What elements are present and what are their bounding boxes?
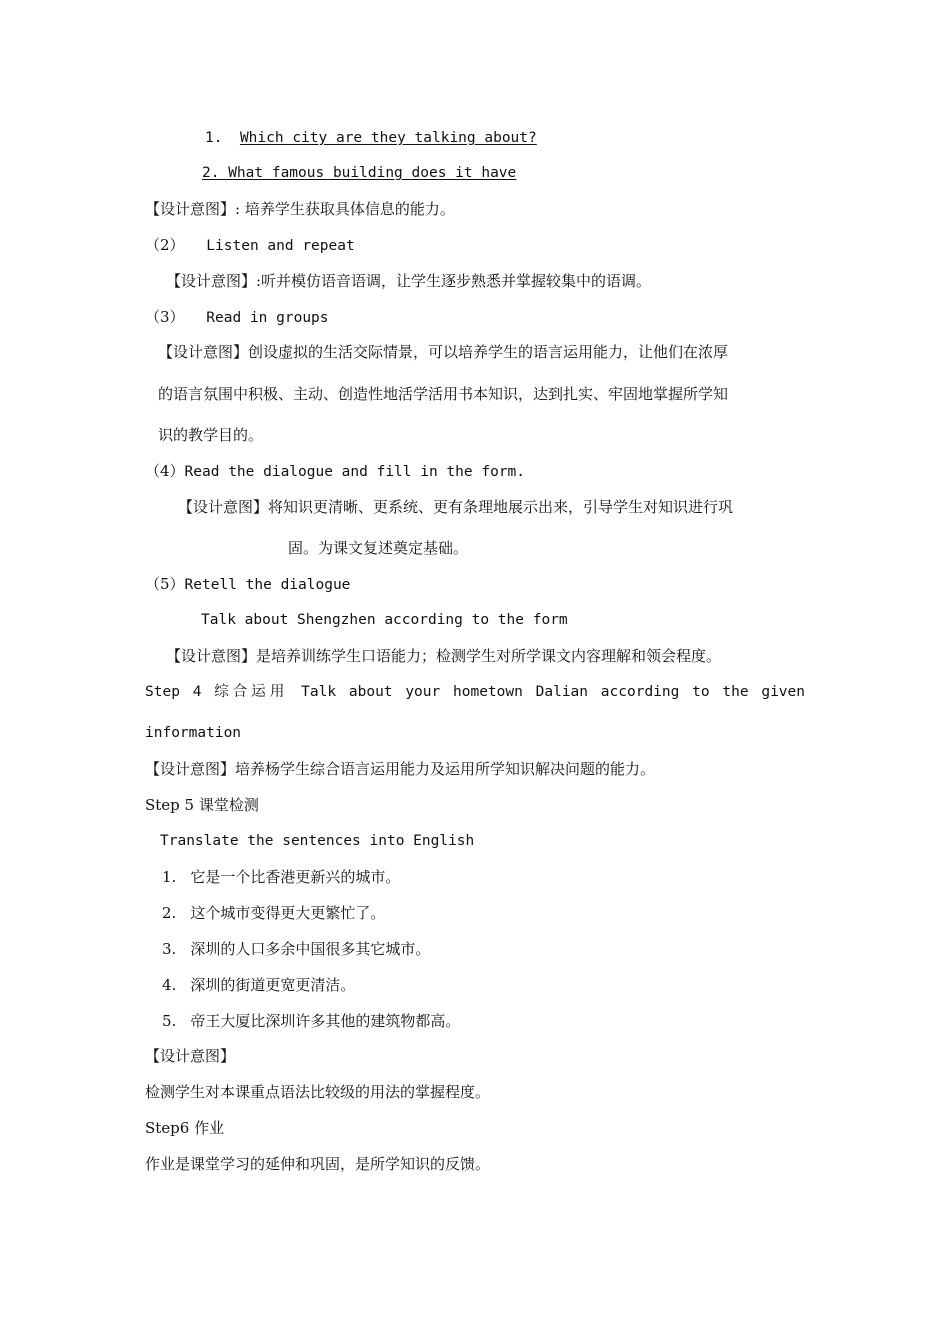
step-2 — [145, 235, 355, 256]
sentence-3 — [162, 939, 430, 959]
sentence-1 — [162, 867, 400, 887]
sentence-5-text: 帝王大厦比深圳许多其他的建筑物都高。 — [190, 1012, 461, 1030]
design-intent-4-line-2: 固。为课文复述奠定基础。 — [288, 539, 469, 557]
sentence-3-text: 深圳的人口多余中国很多其它城市。 — [190, 940, 431, 958]
sentence-2 — [162, 903, 385, 923]
design-intent-7-label: 【设计意图】 — [145, 1047, 236, 1065]
step-6-heading: Step6 作业 — [145, 1119, 225, 1137]
design-intent-1: 【设计意图】: 培养学生获取具体信息的能力。 — [145, 200, 455, 218]
sentence-4-number: 4. — [162, 976, 177, 994]
step-3-number: （3） — [145, 308, 185, 326]
sentence-5 — [162, 1011, 460, 1031]
step-2-text: Listen and repeat — [206, 238, 355, 254]
step-5-number: （5） — [145, 575, 185, 593]
design-intent-2: 【设计意图】:听并模仿语音语调，让学生逐步熟悉并掌握较集中的语调。 — [166, 272, 652, 290]
step-4-integrated-line-2: information — [145, 725, 242, 741]
design-intent-6: 【设计意图】培养杨学生综合语言运用能力及运用所学知识解决问题的能力。 — [145, 760, 656, 778]
design-intent-3-line-3: 识的教学目的。 — [158, 426, 264, 444]
question-1-number: 1. — [205, 130, 223, 146]
sentence-1-text: 它是一个比香港更新兴的城市。 — [190, 868, 401, 886]
design-intent-5: 【设计意图】是培养训练学生口语能力；检测学生对所学课文内容理解和领会程度。 — [166, 647, 722, 665]
design-intent-4-line-1: 【设计意图】将知识更清晰、更系统、更有条理地展示出来，引导学生对知识进行巩 — [178, 498, 734, 516]
step-3-text: Read in groups — [206, 310, 329, 326]
step-6-text: 作业是课堂学习的延伸和巩固，是所学知识的反馈。 — [145, 1155, 491, 1173]
design-intent-3-line-2: 的语言氛围中积极、主动、创造性地活学活用书本知识，达到扎实、牢固地掌握所学知 — [158, 385, 729, 403]
sentence-2-text: 这个城市变得更大更繁忙了。 — [190, 904, 386, 922]
sentence-4 — [162, 975, 355, 995]
step-4-integrated-line-1: Step 4 综合运用 Talk about your hometown Dalian according to the given — [145, 684, 805, 700]
step-5-heading: Step 5 课堂检测 — [145, 796, 259, 814]
step-4-text: Read the dialogue and fill in the form. — [184, 464, 526, 480]
step-2-number: （2） — [145, 236, 185, 254]
step-5 — [145, 574, 350, 595]
sentence-4-text: 深圳的街道更宽更清洁。 — [190, 976, 356, 994]
step-4-number: （4） — [145, 462, 185, 480]
sentence-1-number: 1. — [162, 868, 177, 886]
question-1 — [205, 128, 537, 148]
question-1-text: Which city are they talking about? — [239, 130, 537, 146]
step-5-subtext: Talk about Shengzhen according to the form — [201, 612, 568, 628]
sentence-5-number: 5. — [162, 1012, 177, 1030]
sentence-3-number: 3. — [162, 940, 177, 958]
step-5-text: Retell the dialogue — [184, 577, 351, 593]
question-2: 2. What famous building does it have — [202, 165, 517, 181]
sentence-2-number: 2. — [162, 904, 177, 922]
step-3 — [145, 307, 329, 328]
design-intent-3-line-1: 【设计意图】创设虚拟的生活交际情景，可以培养学生的语言运用能力，让他们在浓厚 — [158, 343, 729, 361]
design-intent-7-text: 检测学生对本课重点语法比较级的用法的掌握程度。 — [145, 1083, 491, 1101]
step-4 — [145, 461, 525, 482]
translate-instruction: Translate the sentences into English — [160, 833, 475, 849]
